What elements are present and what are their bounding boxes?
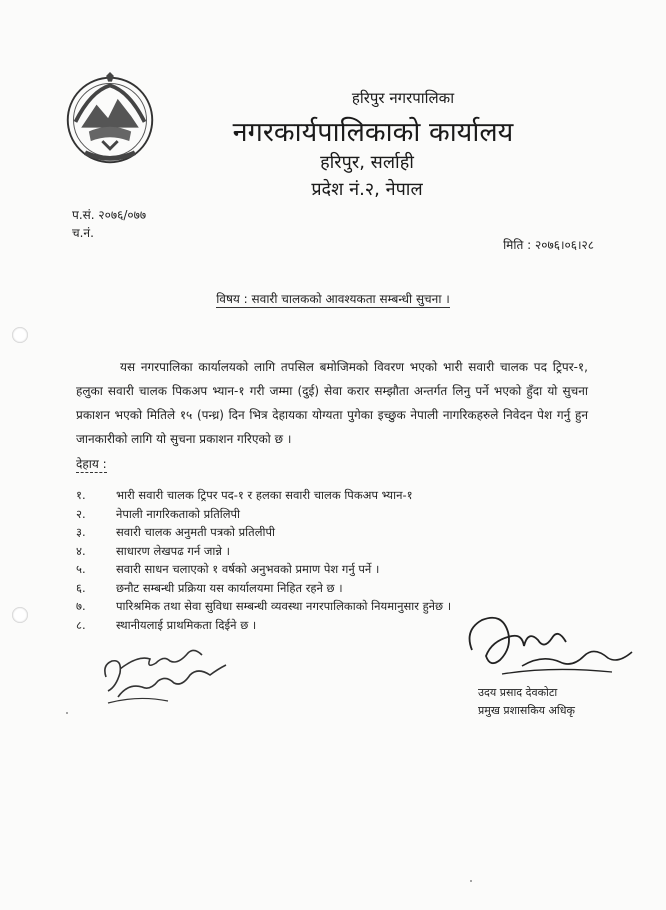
letter-date: मिति : २०७६।०६।२८ xyxy=(503,238,594,252)
item-text: सवारी साधन चलाएको १ वर्षको अनुभवको प्रमाण पेश गर्नु पर्ने । xyxy=(116,562,380,576)
paper-speck xyxy=(470,880,472,882)
item-number: २. xyxy=(76,506,86,521)
list-item xyxy=(76,542,596,561)
item-text: नेपाली नागरिकताको प्रतिलिपी xyxy=(116,506,241,521)
item-number: ४. xyxy=(76,543,86,558)
item-number: ५. xyxy=(76,562,86,576)
list-item xyxy=(76,560,596,579)
punch-hole xyxy=(12,607,28,623)
subject-line xyxy=(0,290,666,307)
subject-text: विषय : सवारी चालकको आवश्यकता सम्बन्धी सुचना । xyxy=(216,292,450,306)
item-number: ७. xyxy=(76,599,86,613)
item-number: ८. xyxy=(76,617,86,632)
conditions-label: देहाय : xyxy=(76,457,107,471)
province: प्रदेश नं.२, नेपाल xyxy=(311,179,423,200)
item-number: १. xyxy=(76,488,86,502)
body-paragraph xyxy=(76,355,588,451)
fiscal-year-ref: प.सं. २०७६/०७७ xyxy=(72,208,147,222)
handwritten-initials xyxy=(98,625,238,710)
dispatch-number: च.नं. xyxy=(72,226,94,240)
item-text: पारिश्रमिक तथा सेवा सुविधा सम्बन्धी व्यवस्था नगरपालिकाको नियमानुसार हुनेछ । xyxy=(116,599,452,613)
item-number: ६. xyxy=(76,580,86,595)
punch-hole xyxy=(12,327,28,343)
municipality-name: हरिपुर नगरपालिका xyxy=(351,89,455,107)
list-item xyxy=(76,523,596,542)
signatory-name: उदय प्रसाद देवकोटा xyxy=(478,686,558,699)
body-text: यस नगरपालिका कार्यालयको लागि तपसिल बमोजिमको विवरण भएको भारी सवारी चालक पद ट्रिपर-१, हलुका सवारी चालक पिकअप भ्यान-१ गरी जम्मा (दुई) सेवा करार सम्झौता अन्तर्गत लिनु पर्ने भएको हुँदा यो सुचना प्रकाशन भएको मितिले १५ (पन्ध्र) दिन भित्र देहायका योग्यता पुगेका इच्छुक नेपाली नागरिकहरुले निवेदन पेश गर्नु हुन जानकारीको लागि यो सुचना प्रकाशन गरिएको छ । xyxy=(76,360,588,446)
item-text: साधारण लेखपढ गर्न जान्ने । xyxy=(116,543,230,558)
item-text: छनौट सम्बन्धी प्रक्रिया यस कार्यालयमा निहित रहने छ । xyxy=(116,580,343,595)
signatory-block xyxy=(478,684,575,720)
office-title: नगरकार्यपालिकाको कार्यालय xyxy=(232,117,514,148)
signatory-title: प्रमुख प्रशासकिय अधिकृ xyxy=(478,704,575,717)
paper-speck xyxy=(66,712,68,714)
list-item xyxy=(76,505,596,524)
office-address: हरिपुर, सर्लाही xyxy=(320,152,414,173)
list-item xyxy=(76,579,596,598)
item-text: सवारी चालक अनुमती पत्रको प्रतिलीपी xyxy=(116,525,275,539)
item-number: ३. xyxy=(76,525,86,539)
item-text: स्थानीयलाई प्राथमिकता दिईने छ । xyxy=(116,617,257,632)
signature xyxy=(462,610,637,685)
list-item xyxy=(76,486,596,505)
item-text: भारी सवारी चालक ट्रिपर पद-१ र हलका सवारी चालक पिकअप भ्यान-१ xyxy=(116,488,413,502)
